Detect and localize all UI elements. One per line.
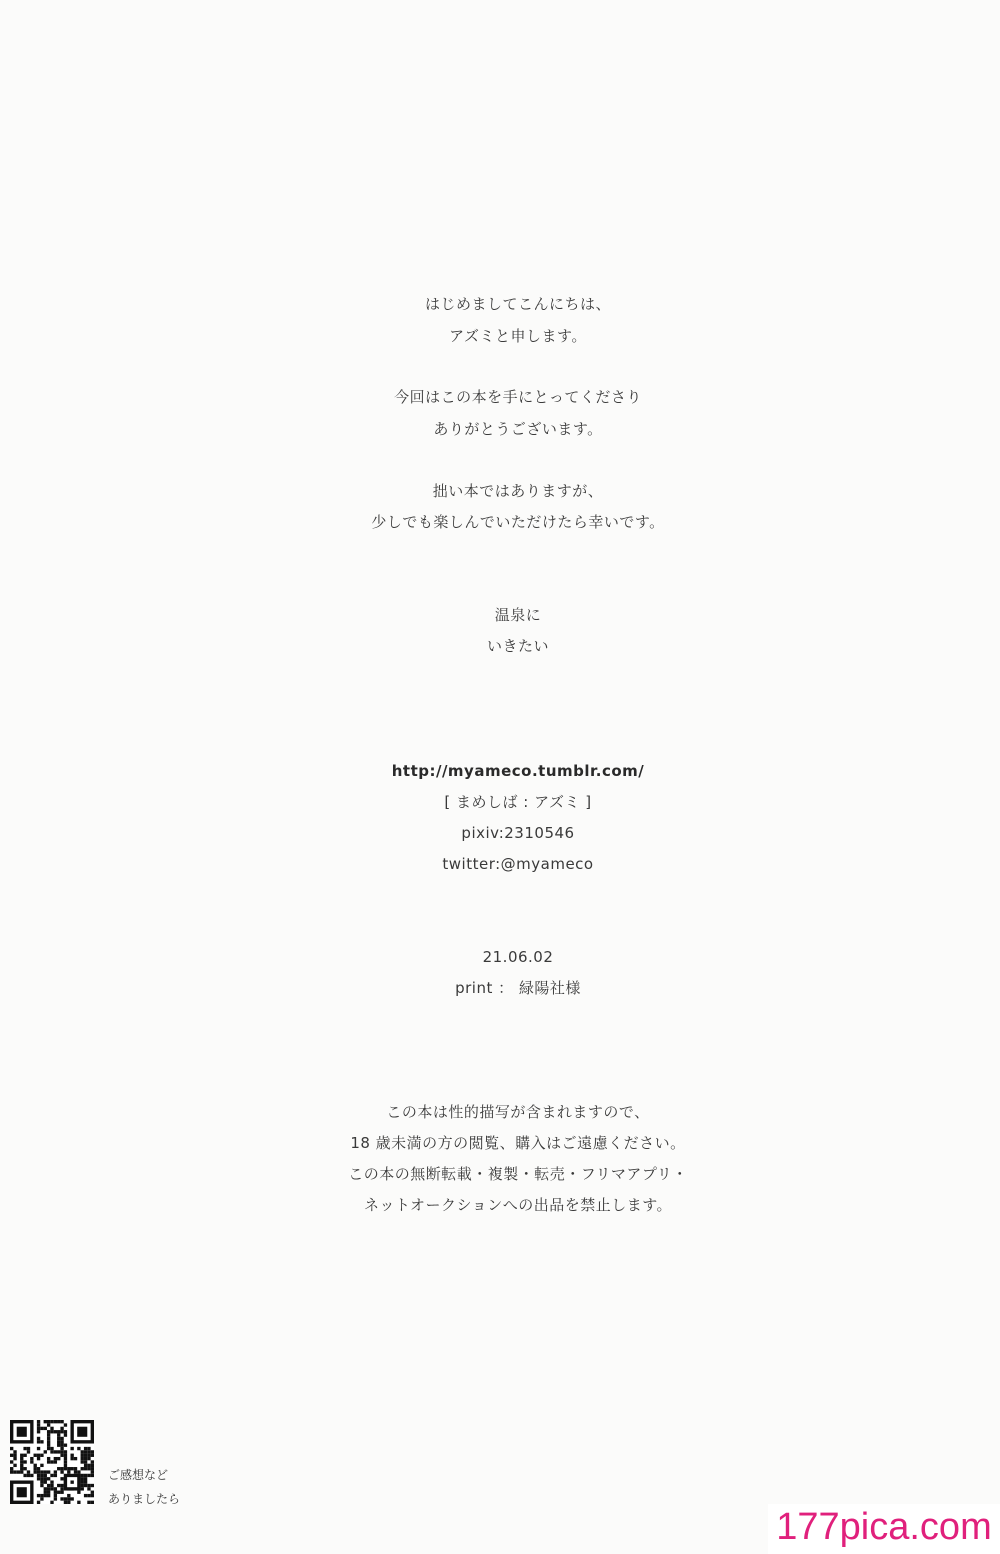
greeting-line-1: はじめましてこんにちは、 [424, 295, 611, 313]
notice-line-3: この本の無断転載・複製・転売・フリマアプリ・ [348, 1165, 688, 1183]
qr-caption-line-2: ありましたら [108, 1492, 181, 1506]
humble-line-1: 拙い本ではありますが、 [432, 482, 604, 500]
notice-line-1: この本は性的描写が含まれますので、 [386, 1103, 650, 1121]
aside-line-1: 温泉に [494, 606, 542, 624]
website-link[interactable]: http://myameco.tumblr.com/ [391, 762, 645, 780]
aside-line-2: いきたい [486, 637, 549, 655]
printer-credit: print ： 緑陽社様 [455, 979, 581, 997]
publication-date: 21.06.02 [482, 948, 554, 966]
qr-caption-line-1: ご感想など [108, 1468, 169, 1482]
twitter-handle: twitter:@myameco [442, 855, 594, 873]
qr-code[interactable] [10, 1420, 94, 1504]
greeting-line-2: アズミと申します。 [449, 327, 587, 345]
circle-name: [ まめしば : アズミ ] [444, 793, 592, 811]
qr-code-icon [10, 1420, 94, 1504]
notice-line-2: 18 歳未満の方の閲覧、購入はご遠慮ください。 [350, 1134, 686, 1152]
thanks-line-2: ありがとうございます。 [433, 420, 603, 438]
humble-line-2: 少しでも楽しんでいただけたら幸いです。 [371, 513, 665, 531]
watermark-logo: 177pica.com [768, 1504, 1000, 1554]
notice-line-4: ネットオークションへの出品を禁止します。 [363, 1196, 673, 1214]
thanks-line-1: 今回はこの本を手にとってくださり [394, 388, 642, 406]
pixiv-id: pixiv:2310546 [461, 824, 575, 842]
